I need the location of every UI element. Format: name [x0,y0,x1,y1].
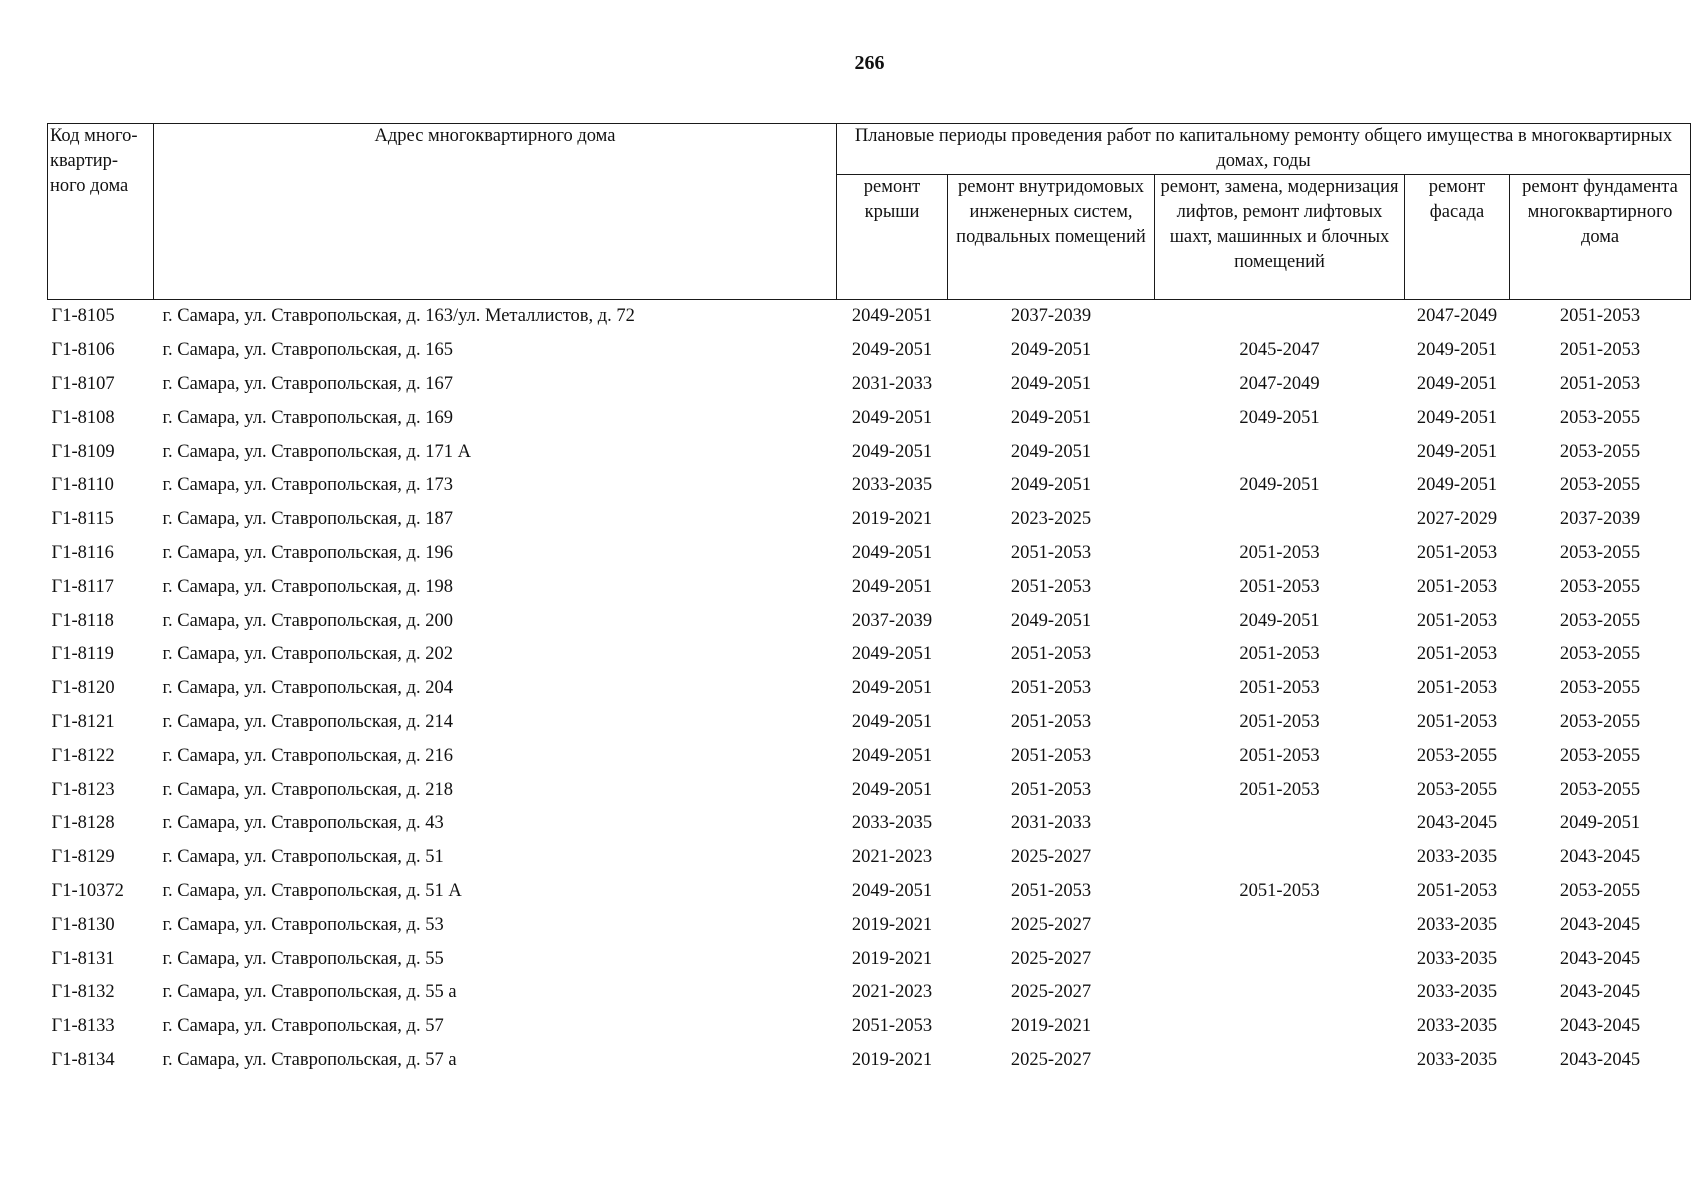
cell-roof: 2049-2051 [851,306,933,327]
table-row [48,503,1691,537]
cell-address: г. Самара, ул. Ставропольская, д. 51 [162,847,444,868]
cell-roof: 2049-2051 [851,745,933,766]
cell-facade: 2049-2051 [1416,475,1498,496]
cell-code: Г1-8117 [51,576,114,597]
cell-systems: 2019-2021 [1010,1016,1092,1037]
cell-address: г. Самара, ул. Ставропольская, д. 165 [162,340,453,361]
cell-code: Г1-8128 [51,813,115,834]
cell-foundation: 2053-2055 [1559,711,1641,732]
cell-facade: 2047-2049 [1416,306,1498,327]
cell-code: Г1-8130 [51,914,115,935]
cell-address: г. Самара, ул. Ставропольская, д. 167 [162,373,453,394]
cell-systems: 2049-2051 [1010,475,1092,496]
cell-roof: 2049-2051 [851,711,933,732]
cell-address: г. Самара, ул. Ставропольская, д. 55 [162,948,444,969]
cell-elevators: 2051-2053 [1239,644,1320,665]
cell-systems: 2051-2053 [1010,542,1092,563]
cell-code: Г1-8131 [51,948,115,969]
cell-elevators: 2051-2053 [1239,711,1320,732]
cell-facade: 2033-2035 [1416,847,1498,868]
cell-foundation: 2053-2055 [1559,779,1641,800]
table-row [48,469,1691,503]
cell-elevators [1155,976,1405,1010]
cell-facade: 2051-2053 [1416,880,1498,901]
cell-roof: 2049-2051 [851,340,933,361]
cell-facade: 2053-2055 [1416,779,1498,800]
cell-facade: 2033-2035 [1416,948,1498,969]
cell-elevators: 2051-2053 [1239,880,1320,901]
cell-facade: 2049-2051 [1416,373,1498,394]
cell-foundation: 2043-2045 [1559,1049,1641,1070]
cell-address: г. Самара, ул. Ставропольская, д. 55 а [162,982,457,1003]
cell-code: Г1-8118 [51,610,114,631]
table-row [48,942,1691,976]
table-row [48,368,1691,402]
cell-elevators: 2045-2047 [1239,340,1320,361]
cell-roof: 2049-2051 [851,644,933,665]
cell-address: г. Самара, ул. Ставропольская, д. 216 [162,745,453,766]
cell-systems: 2051-2053 [1010,644,1092,665]
cell-foundation: 2043-2045 [1559,847,1641,868]
cell-code: Г1-8107 [51,373,115,394]
cell-systems: 2049-2051 [1010,441,1092,462]
table-row [48,706,1691,740]
cell-roof: 2021-2023 [851,982,933,1003]
table-row [48,537,1691,571]
cell-address: г. Самара, ул. Ставропольская, д. 218 [162,779,453,800]
cell-facade: 2027-2029 [1416,509,1498,530]
cell-systems: 2051-2053 [1010,678,1092,699]
cell-code: Г1-8116 [51,542,114,563]
cell-elevators: 2049-2051 [1239,407,1320,428]
cell-roof: 2019-2021 [851,948,933,969]
cell-roof: 2033-2035 [851,813,933,834]
cell-foundation: 2053-2055 [1559,407,1641,428]
cell-code: Г1-8121 [51,711,115,732]
cell-elevators: 2051-2053 [1239,779,1320,800]
cell-elevators [1155,942,1405,976]
header-code: Код много-квартир-ного дома [48,124,154,300]
cell-facade: 2033-2035 [1416,914,1498,935]
cell-systems: 2049-2051 [1010,610,1092,631]
cell-facade: 2033-2035 [1416,982,1498,1003]
cell-roof: 2049-2051 [851,441,933,462]
table-row [48,672,1691,706]
cell-address: г. Самара, ул. Ставропольская, д. 171 А [162,441,471,462]
table-row [48,334,1691,368]
cell-code: Г1-8106 [51,340,115,361]
cell-code: Г1-8132 [51,982,115,1003]
cell-roof: 2049-2051 [851,407,933,428]
cell-roof: 2031-2033 [851,373,933,394]
cell-address: г. Самара, ул. Ставропольская, д. 163/ул. Металлистов, д. 72 [162,306,635,327]
cell-systems: 2025-2027 [1010,914,1092,935]
cell-address: г. Самара, ул. Ставропольская, д. 57 [162,1016,444,1037]
cell-code: Г1-8108 [51,407,115,428]
cell-code: Г1-8105 [51,306,115,327]
cell-systems: 2049-2051 [1010,373,1092,394]
cell-address: г. Самара, ул. Ставропольская, д. 196 [162,542,453,563]
cell-foundation: 2043-2045 [1559,948,1641,969]
cell-address: г. Самара, ул. Ставропольская, д. 169 [162,407,453,428]
cell-roof: 2049-2051 [851,542,933,563]
cell-elevators [1155,908,1405,942]
cell-elevators [1155,841,1405,875]
cell-foundation: 2043-2045 [1559,982,1641,1003]
cell-systems: 2023-2025 [1010,509,1092,530]
cell-foundation: 2053-2055 [1559,644,1641,665]
cell-systems: 2051-2053 [1010,880,1092,901]
cell-systems: 2025-2027 [1010,948,1092,969]
cell-foundation: 2043-2045 [1559,914,1641,935]
cell-foundation: 2053-2055 [1559,475,1641,496]
table-body [48,300,1691,1078]
cell-code: Г1-8119 [51,644,114,665]
cell-code: Г1-8123 [51,779,115,800]
header-foundation: ремонт фундамента многоквартирного дома [1510,175,1691,300]
table-row [48,739,1691,773]
table-row [48,1044,1691,1078]
cell-address: г. Самара, ул. Ставропольская, д. 51 А [162,880,462,901]
cell-address: г. Самара, ул. Ставропольская, д. 53 [162,914,444,935]
cell-roof: 2033-2035 [851,475,933,496]
table-row [48,435,1691,469]
table-row [48,604,1691,638]
cell-roof: 2021-2023 [851,847,933,868]
cell-foundation: 2037-2039 [1559,509,1641,530]
cell-facade: 2033-2035 [1416,1016,1498,1037]
cell-elevators: 2049-2051 [1239,475,1320,496]
cell-foundation: 2049-2051 [1559,813,1641,834]
cell-facade: 2043-2045 [1416,813,1498,834]
cell-address: г. Самара, ул. Ставропольская, д. 57 а [162,1049,457,1070]
cell-elevators [1155,807,1405,841]
table-header [48,124,1691,300]
cell-systems: 2049-2051 [1010,340,1092,361]
table-row [48,908,1691,942]
table-row [48,300,1691,334]
header-address: Адрес многоквартирного дома [154,124,837,300]
cell-foundation: 2053-2055 [1559,880,1641,901]
cell-roof: 2049-2051 [851,678,933,699]
table-row [48,841,1691,875]
table-row [48,773,1691,807]
cell-elevators: 2049-2051 [1239,610,1320,631]
table-row [48,638,1691,672]
cell-code: Г1-10372 [51,880,124,901]
cell-foundation: 2051-2053 [1559,340,1641,361]
cell-code: Г1-8109 [51,441,115,462]
cell-code: Г1-8129 [51,847,115,868]
cell-foundation: 2053-2055 [1559,542,1641,563]
cell-code: Г1-8134 [51,1049,115,1070]
cell-foundation: 2053-2055 [1559,441,1641,462]
cell-systems: 2025-2027 [1010,847,1092,868]
cell-roof: 2019-2021 [851,914,933,935]
cell-systems: 2037-2039 [1010,306,1092,327]
cell-code: Г1-8133 [51,1016,115,1037]
header-roof: ремонт крыши [837,175,948,300]
cell-elevators [1155,503,1405,537]
cell-elevators [1155,300,1405,334]
cell-facade: 2033-2035 [1416,1049,1498,1070]
cell-address: г. Самара, ул. Ставропольская, д. 202 [162,644,453,665]
cell-address: г. Самара, ул. Ставропольская, д. 43 [162,813,444,834]
cell-elevators: 2051-2053 [1239,678,1320,699]
cell-facade: 2051-2053 [1416,678,1498,699]
cell-foundation: 2051-2053 [1559,373,1641,394]
cell-address: г. Самара, ул. Ставропольская, д. 173 [162,475,453,496]
table-row [48,976,1691,1010]
cell-roof: 2019-2021 [851,509,933,530]
cell-elevators: 2051-2053 [1239,576,1320,597]
cell-roof: 2019-2021 [851,1049,933,1070]
cell-foundation: 2043-2045 [1559,1016,1641,1037]
cell-roof: 2049-2051 [851,880,933,901]
table-row [48,570,1691,604]
cell-systems: 2025-2027 [1010,982,1092,1003]
cell-elevators [1155,1044,1405,1078]
cell-systems: 2051-2053 [1010,745,1092,766]
cell-facade: 2051-2053 [1416,610,1498,631]
cell-roof: 2049-2051 [851,779,933,800]
cell-foundation: 2053-2055 [1559,745,1641,766]
cell-address: г. Самара, ул. Ставропольская, д. 214 [162,711,453,732]
cell-elevators [1155,435,1405,469]
cell-facade: 2049-2051 [1416,407,1498,428]
cell-elevators [1155,1010,1405,1044]
cell-systems: 2025-2027 [1010,1049,1092,1070]
cell-facade: 2049-2051 [1416,340,1498,361]
repair-schedule-table [47,123,1691,1077]
cell-facade: 2051-2053 [1416,542,1498,563]
cell-code: Г1-8120 [51,678,115,699]
table-row [48,875,1691,909]
cell-code: Г1-8110 [51,475,114,496]
cell-systems: 2031-2033 [1010,813,1092,834]
cell-address: г. Самара, ул. Ставропольская, д. 187 [162,509,453,530]
cell-roof: 2037-2039 [851,610,933,631]
cell-elevators: 2051-2053 [1239,745,1320,766]
cell-roof: 2051-2053 [851,1016,933,1037]
cell-systems: 2051-2053 [1010,576,1092,597]
header-facade: ремонт фасада [1405,175,1510,300]
header-elevators: ремонт, замена, модернизация лифтов, ремонт лифтовых шахт, машинных и блочных помещений [1155,175,1405,300]
cell-elevators: 2047-2049 [1239,373,1320,394]
cell-facade: 2049-2051 [1416,441,1498,462]
cell-roof: 2049-2051 [851,576,933,597]
cell-facade: 2051-2053 [1416,576,1498,597]
cell-facade: 2051-2053 [1416,644,1498,665]
cell-systems: 2051-2053 [1010,779,1092,800]
cell-foundation: 2053-2055 [1559,678,1641,699]
cell-address: г. Самара, ул. Ставропольская, д. 200 [162,610,453,631]
table-row [48,807,1691,841]
cell-elevators: 2051-2053 [1239,542,1320,563]
cell-systems: 2049-2051 [1010,407,1092,428]
cell-facade: 2051-2053 [1416,711,1498,732]
cell-facade: 2053-2055 [1416,745,1498,766]
cell-foundation: 2053-2055 [1559,576,1641,597]
cell-foundation: 2051-2053 [1559,306,1641,327]
header-group: Плановые периоды проведения работ по капитальному ремонту общего имущества в многоквартирных домах, годы [837,124,1691,175]
cell-code: Г1-8122 [51,745,115,766]
cell-address: г. Самара, ул. Ставропольская, д. 204 [162,678,453,699]
cell-systems: 2051-2053 [1010,711,1092,732]
table-row [48,1010,1691,1044]
table-row [48,401,1691,435]
cell-code: Г1-8115 [51,509,114,530]
cell-address: г. Самара, ул. Ставропольская, д. 198 [162,576,453,597]
cell-foundation: 2053-2055 [1559,610,1641,631]
header-systems: ремонт внутридомовых инженерных систем, подвальных помещений [948,175,1155,300]
page-number: 266 [854,52,885,74]
